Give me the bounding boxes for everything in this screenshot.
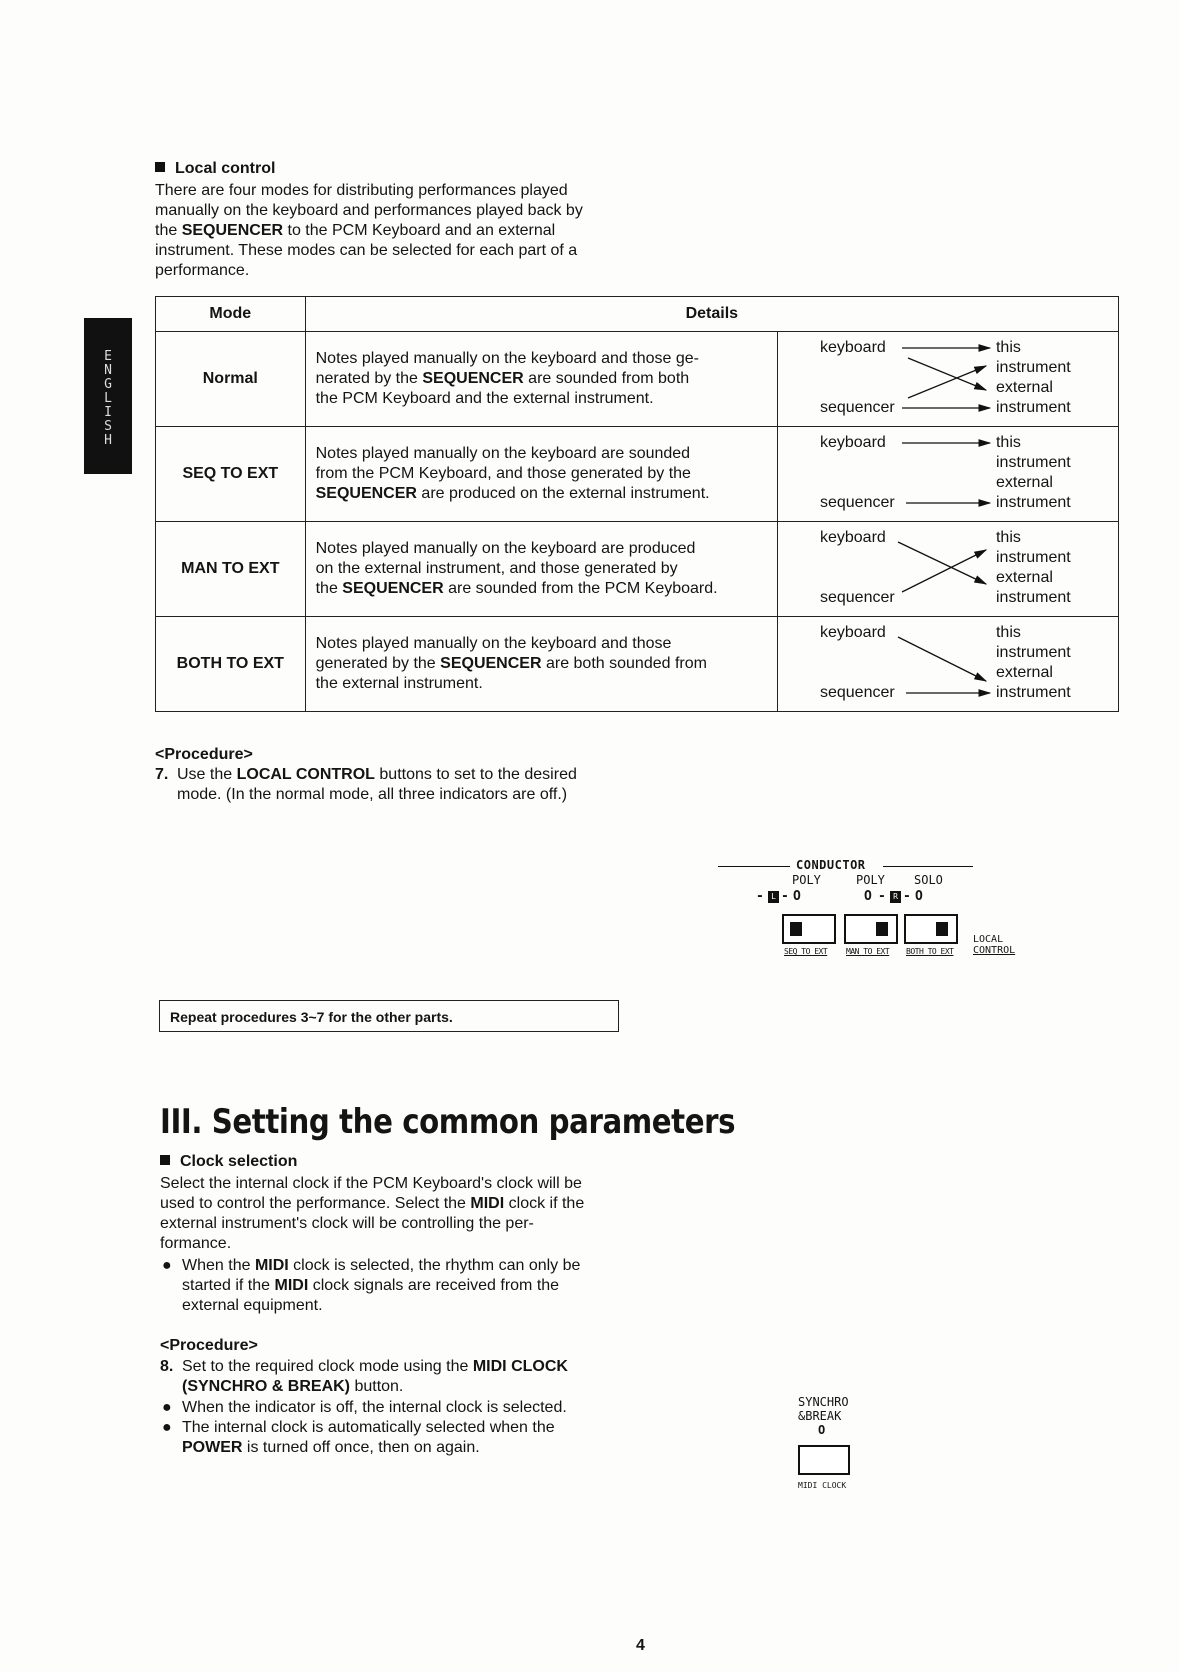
procedure-title: <Procedure> — [160, 1337, 258, 1354]
routing-arrows — [778, 617, 1118, 711]
procedure-step-7 — [155, 765, 625, 805]
text-run: The internal clock is automatically selected when the — [182, 1419, 555, 1436]
routing-arrows — [778, 427, 1118, 521]
text-run: clock signals are received from the — [308, 1277, 560, 1294]
text-run: are produced on the external instrument. — [416, 485, 710, 502]
text-line — [316, 674, 767, 694]
synchro-label: SYNCHRO — [798, 1395, 849, 1409]
clock-selection-heading: Clock selection — [160, 1153, 297, 1171]
clock-bullet — [160, 1256, 618, 1316]
text-line — [155, 261, 615, 281]
conductor-panel — [718, 858, 1018, 968]
midi-clock-panel — [790, 1395, 880, 1495]
bullet-text — [182, 1418, 622, 1458]
language-tab — [84, 318, 132, 474]
section-title: III. Setting the common parameters — [160, 1102, 736, 1142]
text-run: mode. (In the normal mode, all three indicators are off.) — [177, 786, 568, 803]
bold-term: SEQUENCER — [342, 580, 444, 597]
panel-divider — [718, 866, 790, 867]
bullet-dot-icon: ● — [162, 1399, 172, 1416]
instrument-label: instrument — [995, 549, 1071, 566]
routing-diagram-canvas — [778, 522, 1118, 616]
text-run: clock is selected, the rhythm can only be — [288, 1257, 581, 1274]
text-line — [316, 464, 767, 484]
midi-clock-label: MIDI CLOCK — [798, 1481, 847, 1490]
routing-diagram-canvas — [778, 427, 1118, 521]
tab-letter: S — [104, 419, 112, 434]
text-run: the external instrument. — [315, 675, 483, 692]
led-icon — [876, 922, 888, 936]
text-line — [177, 765, 625, 785]
bold-term: LOCAL CONTROL — [236, 766, 375, 783]
poly-label: POLY — [792, 873, 821, 887]
text-line — [182, 1296, 618, 1316]
text-run: When the — [182, 1257, 255, 1274]
step-text — [177, 765, 625, 805]
sequencer-label: sequencer — [819, 684, 895, 701]
procedure-step-8 — [160, 1357, 622, 1397]
text-run: instrument. These modes can be selected for each part of a — [155, 242, 578, 259]
text-run: Notes played manually on the keyboard are produced — [315, 540, 696, 557]
tab-letter: G — [104, 377, 112, 392]
sequencer-label: sequencer — [819, 399, 895, 416]
routing-diagram — [777, 522, 1118, 617]
tab-letter: I — [104, 405, 112, 420]
text-run: buttons to set to the desired — [374, 766, 577, 783]
procedure-title: <Procedure> — [155, 746, 253, 763]
seq-to-ext-button[interactable] — [782, 914, 836, 944]
text-line — [182, 1418, 622, 1438]
text-line — [182, 1438, 622, 1458]
clock-intro — [160, 1174, 618, 1254]
seq-to-ext-label: SEQ TO EXT — [784, 947, 828, 956]
mode-name: MAN TO EXT — [156, 522, 306, 617]
text-line — [316, 369, 767, 389]
keyboard-label: keyboard — [819, 529, 886, 546]
this-label: this — [995, 434, 1021, 451]
local-control-intro — [155, 181, 615, 281]
text-run: performance. — [155, 262, 250, 279]
man-to-ext-button[interactable] — [844, 914, 898, 944]
bullet-square-icon — [155, 162, 165, 172]
this-label: this — [995, 624, 1021, 641]
text-run: clock if the — [504, 1195, 585, 1212]
sequencer-label: sequencer — [819, 494, 895, 511]
text-line — [155, 241, 615, 261]
external-label: external — [995, 664, 1053, 681]
break-label: &BREAK — [798, 1409, 842, 1423]
text-run: are sounded from the PCM Keyboard. — [443, 580, 718, 597]
text-line — [316, 539, 767, 559]
step-number: 7. — [155, 766, 169, 783]
step-text — [182, 1357, 622, 1397]
text-run: used to control the performance. Select the — [160, 1195, 471, 1212]
text-line — [182, 1398, 622, 1418]
bold-term: SEQUENCER — [440, 655, 542, 672]
text-run: are both sounded from — [541, 655, 707, 672]
routing-diagram — [777, 427, 1118, 522]
text-line — [182, 1357, 622, 1377]
control-label: CONTROL — [973, 945, 1016, 956]
text-run: Notes played manually on the keyboard and those — [315, 635, 672, 652]
indicator-o: O — [864, 889, 872, 904]
text-line — [316, 349, 767, 369]
mode-name: Normal — [156, 332, 306, 427]
text-run: to the PCM Keyboard and an external — [283, 222, 556, 239]
bold-term: MIDI CLOCK — [472, 1358, 568, 1375]
page-number: 4 — [636, 1637, 645, 1654]
arrow-keyboard-to-external — [898, 637, 986, 681]
indicator-r-icon: R — [890, 891, 901, 903]
mode-name: SEQ TO EXT — [156, 427, 306, 522]
man-to-ext-label: MAN TO EXT — [846, 947, 890, 956]
text-line — [182, 1256, 618, 1276]
text-run: started if the — [182, 1277, 275, 1294]
local-control-mode-table — [155, 296, 1119, 712]
keyboard-label: keyboard — [819, 434, 886, 451]
bold-term: POWER — [182, 1439, 243, 1456]
text-line — [160, 1234, 618, 1254]
text-run: are sounded from both — [523, 370, 690, 387]
mode-details — [305, 522, 777, 617]
led-icon — [936, 922, 948, 936]
arrow-sequencer-to-this — [902, 550, 986, 592]
bullet-text — [182, 1398, 622, 1418]
text-run: from the PCM Keyboard, and those generated by the — [315, 465, 691, 482]
indicator-l-icon: L — [768, 891, 779, 903]
midi-clock-indicator: O — [818, 1423, 826, 1437]
poly-label: POLY — [856, 873, 885, 887]
mode-details — [305, 427, 777, 522]
text-run: There are four modes for distributing performances played — [155, 182, 568, 199]
arrow-keyboard-to-external — [908, 358, 986, 390]
tab-letter: E — [104, 349, 112, 364]
text-line — [316, 579, 767, 599]
text-run: generated by the — [315, 655, 441, 672]
repeat-note: Repeat procedures 3~7 for the other parts. — [159, 1000, 619, 1032]
step-number: 8. — [160, 1358, 174, 1375]
text-line — [182, 1276, 618, 1296]
bold-term: SEQUENCER — [181, 222, 284, 239]
text-run: external equipment. — [182, 1297, 323, 1314]
bold-term: MIDI — [470, 1195, 505, 1212]
external-label: external — [995, 474, 1053, 491]
mode-details — [305, 617, 777, 712]
bold-term: SEQUENCER — [315, 485, 417, 502]
local-control-heading: Local control — [155, 160, 275, 178]
indicator-dash: - — [781, 889, 789, 904]
this-label: this — [995, 529, 1021, 546]
instrument-label: instrument — [995, 359, 1071, 376]
bullet-dot-icon: ● — [162, 1419, 172, 1436]
text-line — [316, 654, 767, 674]
mode-details — [305, 332, 777, 427]
text-run: Use the — [177, 766, 237, 783]
instrument-label: instrument — [995, 494, 1071, 511]
indicator-o: O — [915, 889, 923, 904]
text-line — [160, 1194, 618, 1214]
text-line — [316, 559, 767, 579]
text-line — [160, 1174, 618, 1194]
instrument-label: instrument — [995, 589, 1071, 606]
routing-diagram-canvas — [778, 332, 1118, 426]
text-run: When the indicator is off, the internal clock is selected. — [182, 1399, 567, 1416]
this-label: this — [995, 339, 1021, 356]
indicator-dash: - — [756, 889, 764, 904]
text-line — [177, 785, 625, 805]
mode-row — [156, 617, 1119, 712]
midi-clock-button[interactable] — [798, 1445, 850, 1475]
text-run: manually on the keyboard and performances played back by — [155, 202, 583, 219]
instrument-label: instrument — [995, 454, 1071, 471]
text-run: Select the internal clock if the PCM Keyboard's clock will be — [160, 1175, 582, 1192]
solo-label: SOLO — [914, 873, 943, 887]
procedure-bullets — [160, 1398, 622, 1458]
led-icon — [790, 922, 802, 936]
mode-row — [156, 427, 1119, 522]
keyboard-label: keyboard — [819, 339, 886, 356]
routing-diagram — [777, 617, 1118, 712]
bullet-square-icon — [160, 1155, 170, 1165]
text-run: button. — [350, 1378, 404, 1395]
external-label: external — [995, 569, 1053, 586]
instrument-label: instrument — [995, 399, 1071, 416]
text-run: is turned off once, then on again. — [242, 1439, 480, 1456]
bold-term: MIDI — [254, 1257, 289, 1274]
text-line — [316, 389, 767, 409]
text-run: Set to the required clock mode using the — [182, 1358, 473, 1375]
text-line — [316, 634, 767, 654]
bold-term: (SYNCHRO & BREAK) — [182, 1378, 350, 1395]
routing-arrows — [778, 522, 1118, 616]
text-run: on the external instrument, and those generated by — [315, 560, 678, 577]
local-label: LOCAL — [973, 934, 1004, 945]
text-run: the — [155, 222, 182, 239]
details-column-header: Details — [305, 297, 1118, 332]
mode-row — [156, 332, 1119, 427]
text-run: external instrument's clock will be controlling the per- — [160, 1215, 534, 1232]
routing-diagram — [777, 332, 1118, 427]
indicator-o: O — [793, 889, 801, 904]
indicator-dash: - — [878, 889, 886, 904]
tab-letter: N — [104, 363, 112, 378]
bold-term: SEQUENCER — [422, 370, 524, 387]
procedure-bullet — [160, 1398, 622, 1418]
tab-letter: L — [104, 391, 112, 406]
routing-arrows — [778, 332, 1118, 426]
bullet-dot-icon: ● — [162, 1257, 172, 1274]
text-line — [155, 181, 615, 201]
text-run: Notes played manually on the keyboard are sounded — [315, 445, 691, 462]
text-line — [316, 484, 767, 504]
external-label: external — [995, 379, 1053, 396]
clock-bullet-text — [182, 1256, 618, 1316]
panel-divider — [883, 866, 973, 867]
mode-name: BOTH TO EXT — [156, 617, 306, 712]
mode-row — [156, 522, 1119, 617]
text-line — [155, 221, 615, 241]
text-run: the — [315, 580, 343, 597]
text-line — [160, 1214, 618, 1234]
conductor-title: CONDUCTOR — [796, 858, 866, 872]
procedure-bullet — [160, 1418, 622, 1458]
keyboard-label: keyboard — [819, 624, 886, 641]
both-to-ext-label: BOTH TO EXT — [906, 947, 954, 956]
instrument-label: instrument — [995, 644, 1071, 661]
instrument-label: instrument — [995, 684, 1071, 701]
text-line — [316, 444, 767, 464]
text-run: Notes played manually on the keyboard and those ge- — [315, 350, 699, 367]
arrow-sequencer-to-this — [908, 366, 986, 398]
arrow-keyboard-to-external — [898, 542, 986, 584]
mode-column-header: Mode — [156, 297, 306, 332]
tab-letter: H — [104, 433, 112, 448]
routing-diagram-canvas — [778, 617, 1118, 711]
both-to-ext-button[interactable] — [904, 914, 958, 944]
text-run: formance. — [160, 1235, 232, 1252]
text-line — [182, 1377, 622, 1397]
text-run: nerated by the — [315, 370, 423, 387]
text-line — [155, 201, 615, 221]
bold-term: MIDI — [274, 1277, 309, 1294]
sequencer-label: sequencer — [819, 589, 895, 606]
indicator-dash: - — [903, 889, 911, 904]
text-run: the PCM Keyboard and the external instrument. — [315, 390, 654, 407]
